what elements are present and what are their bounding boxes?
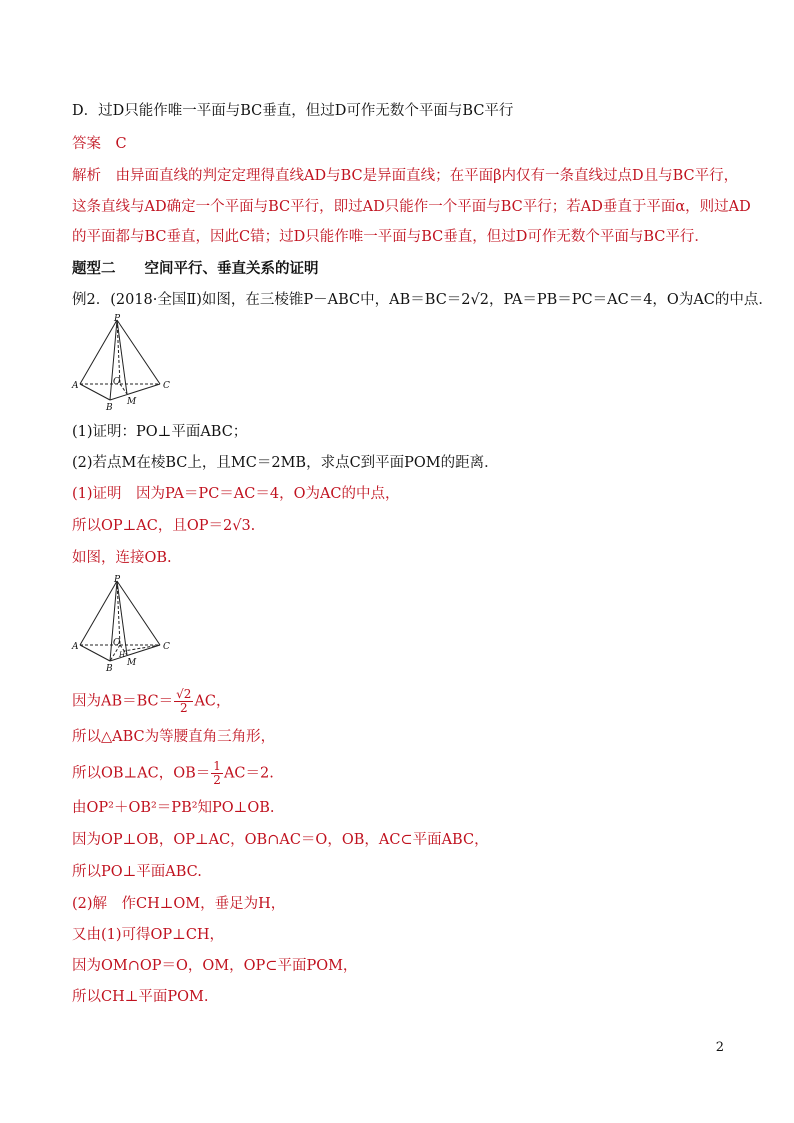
pyramid-figure-1 — [70, 312, 180, 412]
label-H: H — [119, 651, 126, 659]
proof-line-2: 所以OP⊥AC，且OP＝2√3. — [72, 518, 256, 534]
solution-line-4: 所以CH⊥平面POM. — [72, 989, 209, 1005]
proof-line-3: 如图，连接OB. — [72, 550, 172, 566]
solution-line-2: 又由(1)可得OP⊥CH， — [72, 927, 225, 943]
solution-line-3: 因为OM∩OP＝O，OM，OP⊂平面POM， — [72, 958, 358, 974]
fraction-sqrt2-over-2: $\frac{√2}{2}$ — [176, 687, 192, 715]
proof-line-1: (1)证明 因为PA＝PC＝AC＝4，O为AC的中点， — [72, 486, 400, 502]
solution-line-1: (2)解 作CH⊥OM，垂足为H， — [72, 896, 286, 912]
question-2: (2)若点M在棱BC上，且MC＝2MB，求点C到平面POM的距离． — [72, 455, 499, 471]
proof-line-6: 所以OB⊥AC，OB＝ $\frac{1}{2}$ AC＝2. — [72, 759, 274, 787]
label-A: A — [72, 642, 79, 652]
proof-line-7: 由OP²＋OB²＝PB²知PO⊥OB. — [72, 800, 275, 816]
label-B: B — [106, 403, 113, 412]
label-C: C — [163, 642, 170, 652]
section-heading: 题型二 空间平行、垂直关系的证明 — [72, 260, 319, 277]
label-P: P — [114, 575, 121, 585]
proof-line-5: 所以△ABC为等腰直角三角形， — [72, 729, 276, 745]
analysis-line-3: 的平面都与BC垂直，因此C错；过D只能作唯一平面与BC垂直，但过D可作无数个平面与BC平行． — [72, 229, 709, 245]
analysis-line-2: 这条直线与AD确定一个平面与BC平行，即过AD只能作一个平面与BC平行；若AD垂直于平面α，则过AD — [72, 199, 751, 215]
page-number: 2 — [715, 1040, 724, 1055]
pyramid-figure-2 — [70, 573, 180, 673]
label-M: M — [127, 397, 137, 407]
label-B: B — [106, 664, 113, 673]
label-A: A — [72, 381, 79, 391]
label-O: O — [113, 377, 121, 387]
proof-line-9: 所以PO⊥平面ABC. — [72, 864, 202, 880]
example-statement: 例2．(2018·全国Ⅱ)如图，在三棱锥P－ABC中，AB＝BC＝2√2，PA＝PB＝PC＝AC＝4，O为AC的中点． — [72, 292, 773, 308]
proof-line-4: 因为AB＝BC＝ $\frac{√2}{2}$ AC， — [72, 687, 231, 715]
analysis-line-1: 解析 由异面直线的判定定理得直线AD与BC是异面直线；在平面β内仅有一条直线过点D且与BC平行， — [72, 168, 739, 184]
answer-line: 答案 C — [72, 136, 127, 152]
label-C: C — [163, 381, 170, 391]
label-P: P — [114, 314, 121, 324]
label-M: M — [127, 658, 137, 668]
proof-line-8: 因为OP⊥OB，OP⊥AC，OB∩AC＝O，OB，AC⊂平面ABC， — [72, 832, 489, 848]
question-1: (1)证明：PO⊥平面ABC； — [72, 424, 248, 440]
fraction-one-half: $\frac{1}{2}$ — [213, 759, 221, 787]
option-d: D．过D只能作唯一平面与BC垂直，但过D可作无数个平面与BC平行 — [72, 103, 514, 119]
label-O: O — [113, 638, 121, 648]
